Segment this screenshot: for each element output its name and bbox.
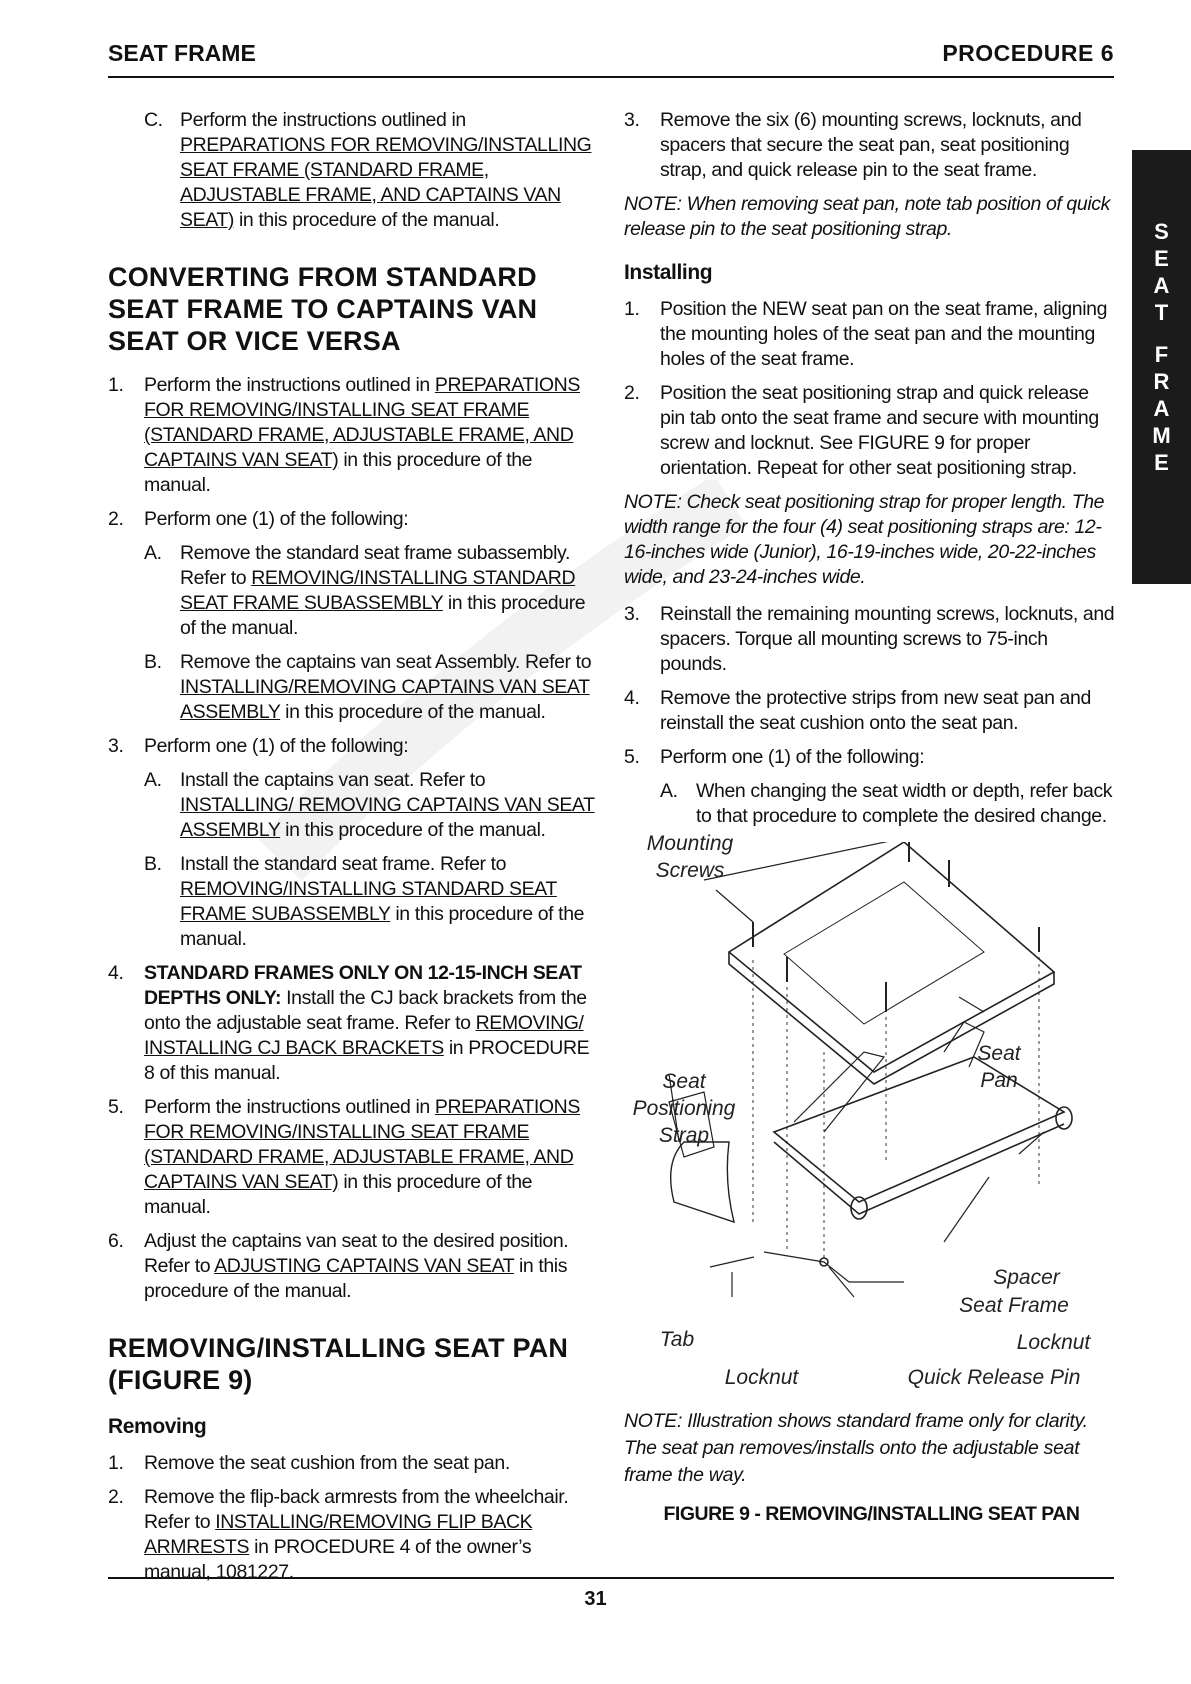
- subsection-heading: Installing: [624, 261, 713, 284]
- label-locknut-bottom: Locknut: [724, 1366, 799, 1389]
- cross-reference-link[interactable]: PREPARATIONS FOR REMOVING/INSTALLING SEAT FRAME (STANDARD FRAME, ADJUSTABLE FRAME, AND CAPTAINS VAN SEAT): [180, 134, 592, 231]
- side-tab-letter: R: [1153, 369, 1170, 394]
- seat-pan-outline: [729, 842, 1054, 1072]
- label-spacer: Spacer: [993, 1266, 1060, 1289]
- list-item: A. When changing the seat width or depth, refer back to that procedure to complete the desired change.: [660, 780, 1113, 827]
- cross-reference-link[interactable]: ADJUSTING CAPTAINS VAN SEAT: [214, 1255, 514, 1277]
- list-item: 5. Perform one (1) of the following:: [624, 746, 925, 768]
- side-tab-letter: E: [1154, 450, 1169, 475]
- list-item: 1. Remove the seat cushion from the seat pan.: [108, 1452, 510, 1474]
- list-item: 1. Perform the instructions outlined in PREPARATIONS FOR REMOVING/INSTALLING SEAT FRAME (STANDARD FRAME, ADJUSTABLE FRAME, AND CAPTAINS VAN SEAT) in this procedure of the manual.: [108, 374, 580, 496]
- seat-positioning-strap: [671, 1142, 734, 1222]
- list-item: 3. Remove the six (6) mounting screws, locknuts, and spacers that secure the seat pan, seat positioning strap, and quick release pin to the seat frame.: [624, 109, 1082, 181]
- cross-reference-link[interactable]: REMOVING/ INSTALLING CJ BACK BRACKETS: [144, 1012, 584, 1059]
- list-item: 2. Position the seat positioning strap and quick release pin tab onto the seat frame and secure with mounting screw and locknut. See FIGURE 9 for proper orientation. Repeat for other seat positioning strap.: [624, 382, 1099, 479]
- list-item: 3. Reinstall the remaining mounting screws, locknuts, and spacers. Torque all mounting screws to 75-inch pounds.: [624, 603, 1115, 675]
- side-tab-letter: F: [1154, 342, 1169, 367]
- list-item: 3. Perform one (1) of the following:: [108, 735, 409, 757]
- figure-9-illustration: [624, 832, 1119, 1402]
- cross-reference-link[interactable]: INSTALLING/REMOVING CAPTAINS VAN SEAT ASSEMBLY: [180, 676, 590, 723]
- section-heading: CONVERTING FROM STANDARD SEAT FRAME TO CAPTAINS VAN SEAT OR VICE VERSA: [108, 262, 538, 356]
- figure-caption: FIGURE 9 - REMOVING/INSTALLING SEAT PAN: [663, 1503, 1080, 1525]
- cross-reference-link[interactable]: INSTALLING/REMOVING FLIP BACK ARMRESTS: [144, 1511, 533, 1558]
- footer-divider: [108, 1577, 1114, 1579]
- list-item: A. Remove the standard seat frame subassembly. Refer to REMOVING/INSTALLING STANDARD SEAT FRAME SUBASSEMBLY in this procedure of the manual.: [144, 542, 586, 639]
- list-item: C. Perform the instructions outlined in PREPARATIONS FOR REMOVING/INSTALLING SEAT FRAME (STANDARD FRAME, ADJUSTABLE FRAME, AND CAPTAINS VAN SEAT) in this procedure of the manual.: [144, 109, 592, 231]
- list-item: A. Install the captains van seat. Refer to INSTALLING/ REMOVING CAPTAINS VAN SEAT ASSEMBLY in this procedure of the manual.: [144, 769, 595, 841]
- label-quick-release-pin: Quick Release Pin: [907, 1366, 1081, 1389]
- side-tab-letter: A: [1153, 396, 1170, 421]
- list-item: 2. Remove the flip-back armrests from the wheelchair. Refer to INSTALLING/REMOVING FLIP BACK ARMRESTS in PROCEDURE 4 of the owner’s manual, 1081227.: [108, 1486, 569, 1583]
- list-item: B. Remove the captains van seat Assembly. Refer to INSTALLING/REMOVING CAPTAINS VAN SEAT ASSEMBLY in this procedure of the manual.: [144, 651, 592, 723]
- label-mounting-screws: Mounting Screws: [646, 832, 734, 882]
- side-tab-letter: A: [1153, 273, 1170, 298]
- label-seat-pan: Seat Pan: [977, 1042, 1021, 1092]
- note-text: NOTE: Check seat positioning strap for proper length. The width range for the four (4) seat positioning straps are: 12-16-inches wide (Junior), 16-19-inches wide, 20-22-inches wide, and 23-24-inches wide.: [624, 491, 1105, 588]
- section-side-tab[interactable]: [1132, 150, 1191, 584]
- note-text: NOTE: When removing seat pan, note tab position of quick release pin to the seat positioning strap.: [624, 193, 1110, 240]
- label-seat-frame: Seat Frame: [959, 1294, 1069, 1317]
- side-tab-letter: S: [1154, 219, 1169, 244]
- list-item: 6. Adjust the captains van seat to the desired position. Refer to ADJUSTING CAPTAINS VAN SEAT in this procedure of the manual.: [108, 1230, 569, 1302]
- list-item: 4. STANDARD FRAMES ONLY ON 12-15-INCH SEAT DEPTHS ONLY: Install the CJ back brackets from the onto the adjustable seat frame. Refer to REMOVING/ INSTALLING CJ BACK BRACKETS in PROCEDURE 8 of this manual.: [108, 962, 590, 1084]
- cross-reference-link[interactable]: PREPARATIONS FOR REMOVING/INSTALLING SEAT FRAME (STANDARD FRAME, ADJUSTABLE FRAME, AND CAPTAINS VAN SEAT): [144, 374, 580, 471]
- list-item: B. Install the standard seat frame. Refer to REMOVING/INSTALLING STANDARD SEAT FRAME SUBASSEMBLY in this procedure of the manual.: [144, 853, 585, 950]
- list-item: 2. Perform one (1) of the following:: [108, 508, 409, 530]
- label-seat-positioning-strap: Seat Positioning Strap: [632, 1070, 736, 1147]
- page-number: 31: [584, 1588, 607, 1610]
- label-locknut-right: Locknut: [1016, 1331, 1091, 1354]
- header-procedure: PROCEDURE 6: [942, 40, 1114, 66]
- list-item: 5. Perform the instructions outlined in PREPARATIONS FOR REMOVING/INSTALLING SEAT FRAME (STANDARD FRAME, ADJUSTABLE FRAME, AND CAPTAINS VAN SEAT) in this procedure of the manual.: [108, 1096, 580, 1218]
- label-tab: Tab: [659, 1328, 695, 1351]
- page-header: [108, 40, 1114, 78]
- cross-reference-link[interactable]: INSTALLING/ REMOVING CAPTAINS VAN SEAT ASSEMBLY: [180, 794, 595, 841]
- item-number: C.: [144, 109, 163, 131]
- left-column: [108, 108, 598, 1594]
- section-heading: REMOVING/INSTALLING SEAT PAN (FIGURE 9): [108, 1333, 569, 1395]
- list-item: 4. Remove the protective strips from new seat pan and reinstall the seat cushion onto the seat pan.: [624, 687, 1091, 734]
- list-item: 1. Position the NEW seat pan on the seat frame, aligning the mounting holes of the seat pan and the mounting holes of the seat frame.: [624, 298, 1108, 370]
- cross-reference-link[interactable]: PREPARATIONS FOR REMOVING/INSTALLING SEAT FRAME (STANDARD FRAME, ADJUSTABLE FRAME, AND CAPTAINS VAN SEAT): [144, 1096, 580, 1193]
- cross-reference-link[interactable]: REMOVING/INSTALLING STANDARD SEAT FRAME SUBASSEMBLY: [180, 567, 576, 614]
- figure-note: NOTE: Illustration shows standard frame only for clarity. The seat pan removes/installs onto the adjustable seat frame the way.: [624, 1410, 1088, 1486]
- subsection-heading: Removing: [108, 1415, 207, 1438]
- side-tab-letter: E: [1154, 246, 1169, 271]
- header-section-title: SEAT FRAME: [108, 40, 256, 66]
- cross-reference-link[interactable]: REMOVING/INSTALLING STANDARD SEAT FRAME SUBASSEMBLY: [180, 878, 557, 925]
- side-tab-letter: T: [1154, 300, 1169, 325]
- right-column: [624, 108, 1116, 838]
- side-tab-letter: M: [1152, 423, 1171, 448]
